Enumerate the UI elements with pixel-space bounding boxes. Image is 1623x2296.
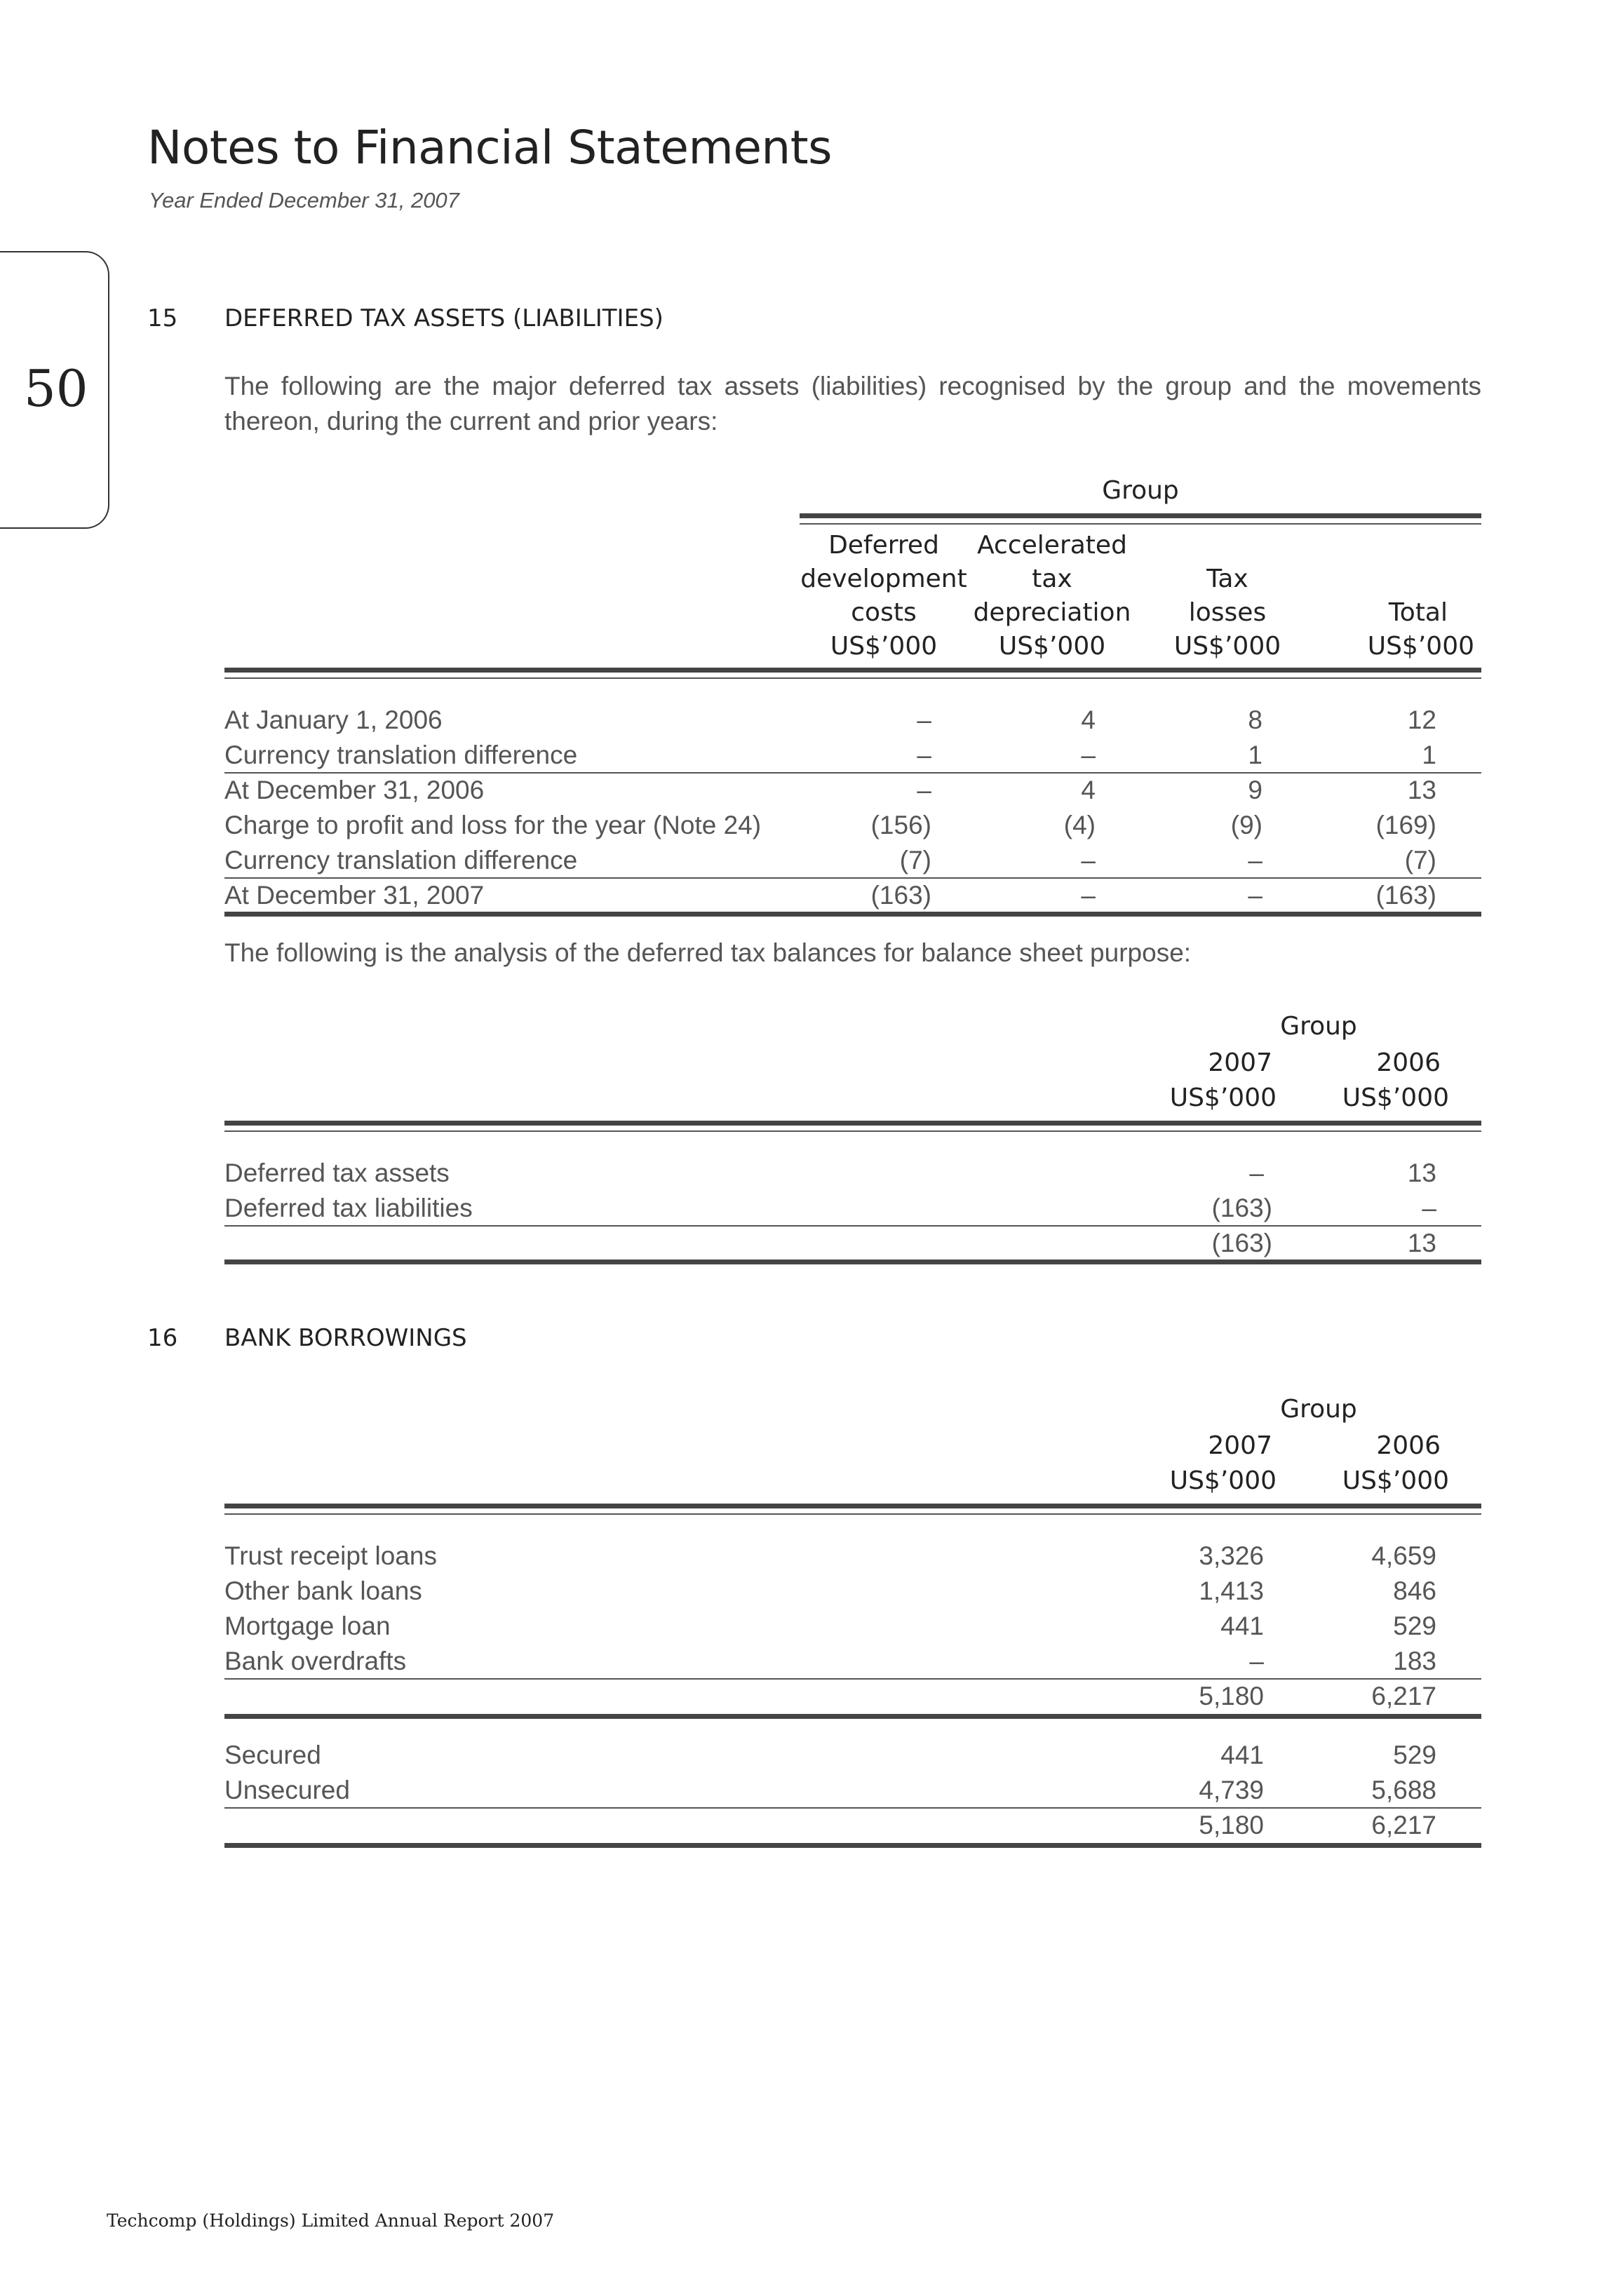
group-rule <box>800 513 1481 518</box>
cell-2007: (163) <box>1211 1194 1272 1222</box>
col-header-unit: US$’000 <box>830 632 938 661</box>
col-header-deferred-development-costs <box>800 529 968 663</box>
cell-2006: 13 <box>1407 1159 1436 1187</box>
table-row <box>224 1808 1481 1843</box>
row-label: Trust receipt loans <box>224 1541 437 1570</box>
row-label: Bank overdrafts <box>224 1647 407 1675</box>
row-label: Mortgage loan <box>224 1612 391 1640</box>
cell-2006: 4,659 <box>1371 1541 1436 1570</box>
cell-tax-losses: 9 <box>1248 776 1262 804</box>
table-bottom-rule <box>224 912 1481 917</box>
cell-deferred-development: (156) <box>870 811 931 839</box>
note-15-intro: The following are the major deferred tax assets (liabilities) recognised by the group and the movements thereon, during the current and prior years: <box>224 372 1481 435</box>
page-title: Notes to Financial Statements <box>147 121 833 175</box>
note-16-number: 16 <box>147 1324 178 1352</box>
cell-accelerated-depreciation: – <box>1081 741 1096 769</box>
col-header-line: Tax <box>1206 565 1248 593</box>
footer-text: Techcomp (Holdings) Limited Annual Report 2007 <box>107 2210 555 2231</box>
cell-deferred-development: – <box>917 776 931 804</box>
cell-total: (163) <box>1375 881 1436 910</box>
cell-accelerated-depreciation: (4) <box>1063 811 1096 839</box>
analysis-year-2006: 2006 <box>1376 1048 1441 1077</box>
row-label: At December 31, 2006 <box>224 776 485 804</box>
table-top-rule-thin <box>224 677 1481 679</box>
cell-accelerated-depreciation: – <box>1081 881 1096 910</box>
borrowings-group-header: Group <box>1280 1395 1357 1424</box>
cell-2006: 183 <box>1393 1647 1436 1675</box>
deferred-tax-group-header: Group <box>1102 476 1179 505</box>
row-label: Secured <box>224 1741 321 1769</box>
row-label: Unsecured <box>224 1776 350 1804</box>
cell-2007: 5,180 <box>1199 1682 1264 1710</box>
cell-accelerated-depreciation: 4 <box>1081 705 1096 734</box>
col-header-unit: US$’000 <box>1367 632 1474 661</box>
col-header-line: Deferred <box>828 531 939 560</box>
analysis-unit-2007: US$’000 <box>1169 1083 1277 1112</box>
cell-2007: – <box>1249 1159 1264 1187</box>
group-rule-thin <box>800 523 1481 525</box>
cell-2006: – <box>1422 1194 1436 1222</box>
borrowings-year-2007: 2007 <box>1208 1431 1272 1460</box>
col-header-line: tax <box>1032 565 1072 593</box>
col-header-line: costs <box>851 598 917 627</box>
row-label: At January 1, 2006 <box>224 705 443 734</box>
cell-2006: 846 <box>1393 1576 1436 1605</box>
col-header-unit: US$’000 <box>1173 632 1281 661</box>
row-label: Charge to profit and loss for the year (Note 24) <box>224 811 762 839</box>
col-header-line: Accelerated <box>977 531 1127 560</box>
cell-tax-losses: 1 <box>1248 741 1262 769</box>
cell-2006: 529 <box>1393 1612 1436 1640</box>
cell-2006: 6,217 <box>1371 1682 1436 1710</box>
cell-2006: 6,217 <box>1371 1811 1436 1839</box>
borrowings-year-2006: 2006 <box>1376 1431 1441 1460</box>
cell-total: (7) <box>1404 846 1436 874</box>
total-rule <box>224 1714 1481 1719</box>
cell-deferred-development: – <box>917 741 931 769</box>
table-row <box>224 1539 1481 1574</box>
cell-2007: 441 <box>1220 1612 1264 1640</box>
cell-2007: 4,739 <box>1199 1776 1264 1804</box>
page-number: 50 <box>24 359 88 418</box>
cell-accelerated-depreciation: 4 <box>1081 776 1096 804</box>
table-row <box>224 703 1481 738</box>
cell-2007: 3,326 <box>1199 1541 1264 1570</box>
borrowings-bottom-rule <box>224 1843 1481 1848</box>
cell-2007: 5,180 <box>1199 1811 1264 1839</box>
analysis-top-rule-thin <box>224 1130 1481 1132</box>
analysis-top-rule <box>224 1121 1481 1126</box>
table-row <box>224 1773 1481 1808</box>
note-16-title: BANK BORROWINGS <box>224 1324 467 1352</box>
col-header-accelerated-tax-depreciation <box>968 529 1136 663</box>
cell-deferred-development: (7) <box>899 846 931 874</box>
table-row <box>224 878 1481 913</box>
col-header-line: depreciation <box>973 598 1131 627</box>
row-label: Currency translation difference <box>224 741 578 769</box>
cell-2006: 529 <box>1393 1741 1436 1769</box>
col-header-line: losses <box>1188 598 1267 627</box>
analysis-bottom-rule <box>224 1260 1481 1264</box>
row-label: Deferred tax assets <box>224 1159 450 1187</box>
table-row <box>224 808 1481 843</box>
col-header-total <box>1319 596 1474 663</box>
table-row <box>224 1679 1481 1714</box>
cell-2007: – <box>1249 1647 1264 1675</box>
col-header-tax-losses <box>1143 562 1312 663</box>
page-subtitle: Year Ended December 31, 2007 <box>149 188 459 212</box>
row-label: At December 31, 2007 <box>224 881 485 910</box>
analysis-intro: The following is the analysis of the deferred tax balances for balance sheet purpose: <box>224 938 1192 967</box>
row-label: Deferred tax liabilities <box>224 1194 473 1222</box>
table-row <box>224 1738 1481 1773</box>
borrowings-unit-2007: US$’000 <box>1169 1466 1277 1495</box>
cell-2006: 5,688 <box>1371 1776 1436 1804</box>
col-header-unit: US$’000 <box>998 632 1106 661</box>
cell-2007: 441 <box>1220 1741 1264 1769</box>
col-header-line: Total <box>1388 598 1448 627</box>
table-row <box>224 1191 1481 1226</box>
analysis-year-2007: 2007 <box>1208 1048 1272 1077</box>
table-row <box>224 1156 1481 1191</box>
cell-total: 13 <box>1407 776 1436 804</box>
cell-tax-losses: 8 <box>1248 705 1262 734</box>
analysis-unit-2006: US$’000 <box>1342 1083 1449 1112</box>
cell-tax-losses: (9) <box>1230 811 1262 839</box>
analysis-group-header: Group <box>1280 1012 1357 1041</box>
cell-total: 1 <box>1422 741 1436 769</box>
cell-2007: 1,413 <box>1199 1576 1264 1605</box>
borrowings-top-rule <box>224 1504 1481 1508</box>
table-top-rule <box>224 668 1481 673</box>
row-label: Currency translation difference <box>224 846 578 874</box>
table-row <box>224 773 1481 808</box>
cell-total: (169) <box>1375 811 1436 839</box>
cell-tax-losses: – <box>1248 881 1262 910</box>
table-row <box>224 1644 1481 1679</box>
table-row <box>224 1226 1481 1261</box>
cell-total: 12 <box>1407 705 1436 734</box>
table-row <box>224 843 1481 878</box>
cell-2006: 13 <box>1407 1229 1436 1257</box>
note-15-title: DEFERRED TAX ASSETS (LIABILITIES) <box>224 304 664 332</box>
cell-2007: (163) <box>1211 1229 1272 1257</box>
col-header-line: development <box>800 565 967 593</box>
cell-tax-losses: – <box>1248 846 1262 874</box>
cell-deferred-development: (163) <box>870 881 931 910</box>
table-row <box>224 1574 1481 1609</box>
cell-deferred-development: – <box>917 705 931 734</box>
borrowings-top-rule-thin <box>224 1513 1481 1515</box>
note-15-number: 15 <box>147 304 178 332</box>
row-label: Other bank loans <box>224 1576 422 1605</box>
cell-accelerated-depreciation: – <box>1081 846 1096 874</box>
table-row <box>224 1609 1481 1644</box>
table-row <box>224 738 1481 773</box>
borrowings-unit-2006: US$’000 <box>1342 1466 1449 1495</box>
